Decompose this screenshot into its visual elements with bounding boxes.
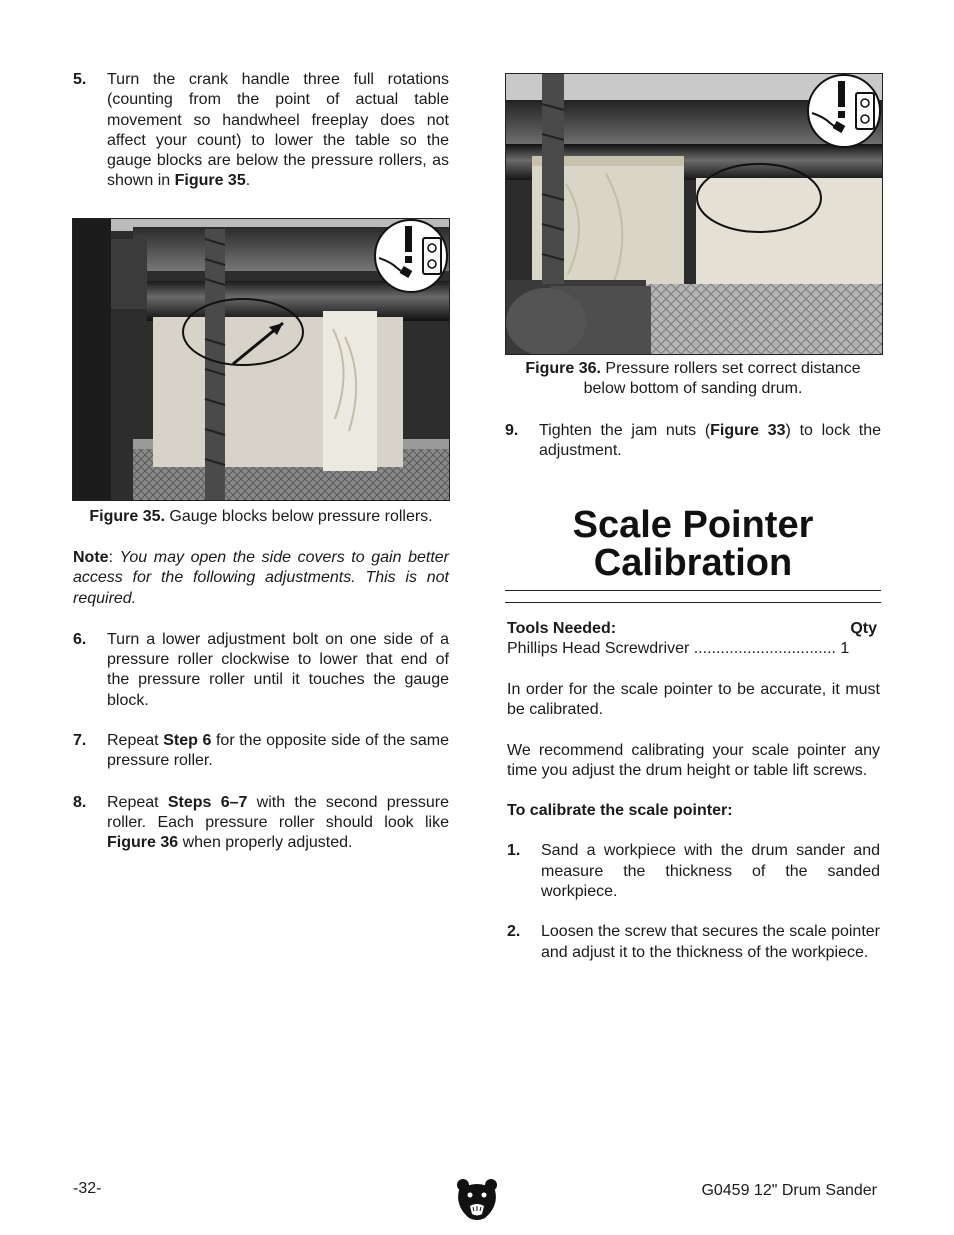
- left-column: [73, 70, 449, 192]
- step-number: 6.: [73, 630, 87, 648]
- paragraph-1: In order for the scale pointer to be accurate, it must be calibrated.: [507, 681, 880, 719]
- calibrate-step-1: 1. Sand a workpiece with the drum sander and measure the thickness of the sanded workpiece.: [507, 842, 880, 901]
- step-7: 7. Repeat Step 6 for the opposite side of the same pressure roller.: [73, 732, 450, 770]
- model-name: G0459 12" Drum Sander: [701, 1182, 877, 1199]
- step-number: 8.: [73, 793, 87, 811]
- heading-rule-bottom: [505, 602, 881, 603]
- step-number: 9.: [505, 422, 519, 439]
- figure-35-photo: [72, 218, 450, 501]
- step-number: 7.: [73, 732, 87, 750]
- bear-logo-icon: [455, 1176, 499, 1222]
- calibrate-step-2: 2. Loosen the screw that secures the scale pointer and adjust it to the thickness of the workpiece.: [507, 923, 880, 961]
- section-heading: Scale Pointer Calibration: [572, 504, 814, 584]
- tools-needed: [507, 619, 877, 660]
- paragraph-2: We recommend calibrating your scale pointer any time you adjust the drum height or table lift screws.: [507, 741, 880, 779]
- step-6: 6. Turn a lower adjustment bolt on one side of a pressure roller clockwise to lower that end of the pressure roller until it touches the gauge block.: [73, 630, 449, 709]
- figure-reference: Figure 36: [107, 834, 179, 852]
- step-5: 5. Turn the crank handle three full rotations (counting from the point of actual table movement so handwheel freeplay does not affect your count) to lower the table so the gauge blocks are below the pressure rollers, as shown in Figure 35.: [73, 71, 449, 190]
- right-column-step-9: [505, 421, 881, 462]
- tools-item: Phillips Head Screwdriver ................................ 1: [507, 640, 850, 658]
- right-column-body: [507, 680, 880, 963]
- warning-plug-icon: [806, 73, 882, 149]
- note-label: Note: [73, 549, 109, 566]
- page-number: -32-: [73, 1180, 102, 1197]
- step-reference: Steps 6–7: [167, 793, 248, 811]
- step-number: 5.: [73, 71, 87, 88]
- figure-reference: Figure 33: [710, 422, 786, 439]
- tools-header-row: Tools Needed: Qty: [507, 620, 877, 637]
- figure-36-caption: Figure 36. Pressure rollers set correct distance below bottom of sanding drum.: [525, 360, 861, 398]
- figure-reference: Figure 35: [174, 172, 246, 190]
- figure-label: Figure 35.: [89, 508, 165, 525]
- step-number: 1.: [507, 842, 521, 860]
- step-reference: Step 6: [163, 732, 212, 750]
- figure-label: Figure 36.: [525, 360, 601, 377]
- note-paragraph: Note: You may open the side covers to gain better access for the following adjustments. This is not required.: [73, 549, 449, 607]
- subheading: To calibrate the scale pointer:: [507, 802, 733, 820]
- figure-35-caption: Figure 35. Gauge blocks below pressure rollers.: [89, 508, 433, 525]
- step-9: 9. Tighten the jam nuts (Figure 33) to lock the adjustment.: [505, 422, 881, 460]
- heading-rule-top: [505, 590, 881, 591]
- left-column-lower: [73, 548, 449, 854]
- warning-plug-icon: [373, 218, 449, 294]
- figure-36-photo: [505, 73, 883, 355]
- step-8: 8. Repeat Steps 6–7 with the second pressure roller. Each pressure roller should look like Figure 36 when properly adjusted.: [73, 793, 449, 852]
- step-number: 2.: [507, 923, 521, 941]
